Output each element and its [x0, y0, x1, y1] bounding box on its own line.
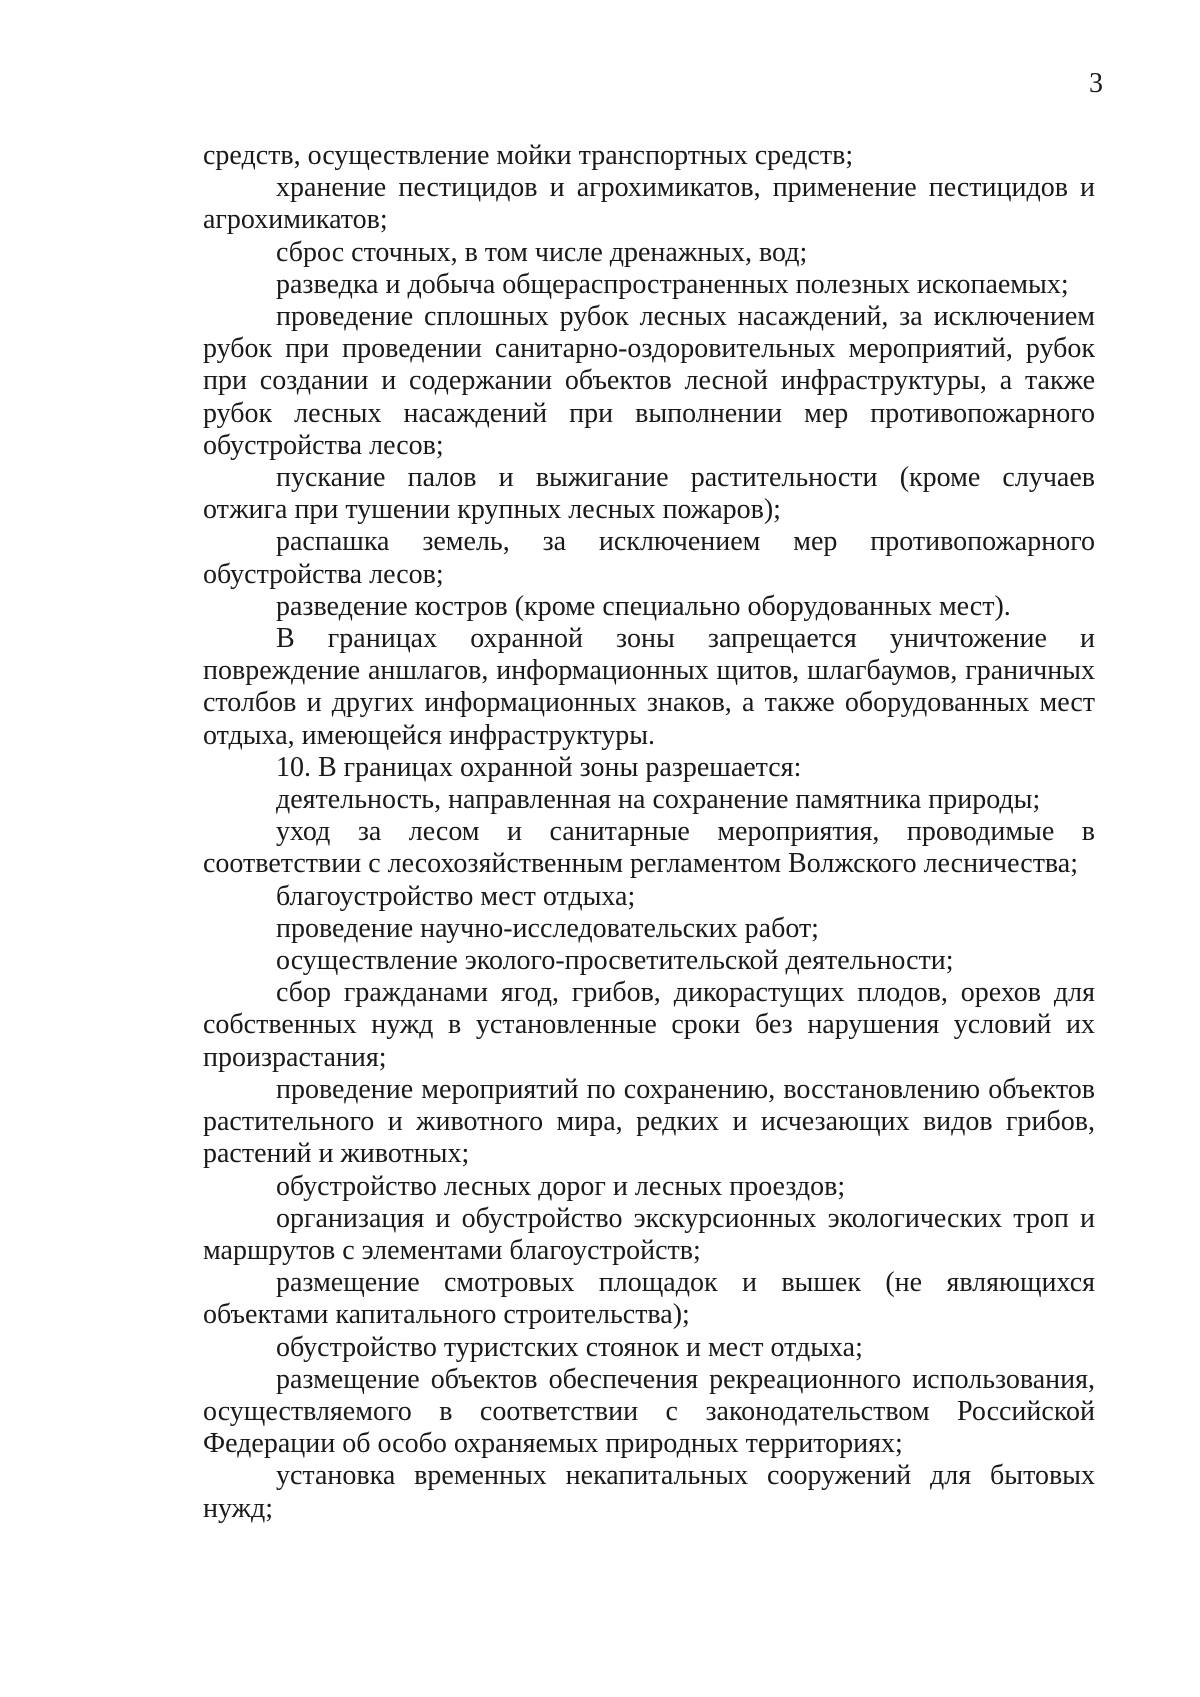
paragraph-section-10-heading: 10. В границах охранной зоны разрешается: [276, 751, 802, 783]
paragraph-recreational-facilities: размещение объектов обеспечения рекреационного использования, осуществляемого в соответствии с законодательством Российской Федерации об особо охраняемых природных территориях; [203, 1363, 1095, 1460]
paragraph-mining: разведка и добыча общераспространенных полезных ископаемых; [276, 268, 1069, 300]
paragraph-observation-towers: размещение смотровых площадок и вышек (не являющихся объектами капитального строительства); [203, 1267, 1095, 1331]
paragraph-recreation-areas: благоустройство мест отдыха; [276, 880, 636, 912]
paragraph-forest-care: уход за лесом и санитарные мероприятия, проводимые в соответствии с лесохозяйственным регламентом Волжского лесничества; [203, 816, 1095, 880]
paragraph-preservation: деятельность, направленная на сохранение памятника природы; [276, 784, 1041, 816]
paragraph-continuation: средств, осуществление мойки транспортных средств; [203, 140, 854, 171]
document-body [203, 140, 1095, 1525]
paragraph-temporary-structures: установка временных некапитальных сооружений для бытовых нужд; [203, 1460, 1095, 1524]
paragraph-tourist-camps: обустройство туристских стоянок и мест отдыха; [276, 1331, 863, 1363]
paragraph-campfires: разведение костров (кроме специально оборудованных мест). [276, 590, 1011, 622]
paragraph-ploughing: распашка земель, за исключением мер противопожарного обустройства лесов; [203, 526, 1095, 590]
paragraph-pesticides: хранение пестицидов и агрохимикатов, применение пестицидов и агрохимикатов; [203, 172, 1095, 236]
paragraph-species-restoration: проведение мероприятий по сохранению, восстановлению объектов растительного и животного мира, редких и исчезающих видов грибов, растений и животных; [203, 1073, 1095, 1170]
paragraph-eco-trails: организация и обустройство экскурсионных экологических троп и маршрутов с элементами благоустройств; [203, 1202, 1095, 1266]
page-number: 3 [1089, 68, 1103, 99]
paragraph-burning: пускание палов и выжигание растительности (кроме случаев отжига при тушении крупных лесных пожаров); [203, 462, 1095, 526]
paragraph-clear-cutting: проведение сплошных рубок лесных насаждений, за исключением рубок при проведении санитарно-оздоровительных мероприятий, рубок при создании и содержании объектов лесной инфраструктуры, а также рубок лесных насаждений при выполнении мер противопожарного обустройства лесов; [203, 301, 1095, 461]
paragraph-wastewater: сброс сточных, в том числе дренажных, вод; [276, 236, 808, 268]
paragraph-research: проведение научно-исследовательских работ; [276, 912, 819, 944]
paragraph-prohibition-signs: В границах охранной зоны запрещается уничтожение и повреждение аншлагов, информационных щитов, шлагбаумов, граничных столбов и других информационных знаков, а также оборудованных мест отдыха, имеющейся инфраструктуры. [203, 623, 1095, 751]
paragraph-education: осуществление эколого-просветительской деятельности; [276, 945, 954, 977]
paragraph-forest-roads: обустройство лесных дорог и лесных проездов; [276, 1170, 846, 1202]
paragraph-gathering: сбор гражданами ягод, грибов, дикорастущих плодов, орехов для собственных нужд в установленные сроки без нарушения условий их произрастания; [203, 977, 1095, 1073]
